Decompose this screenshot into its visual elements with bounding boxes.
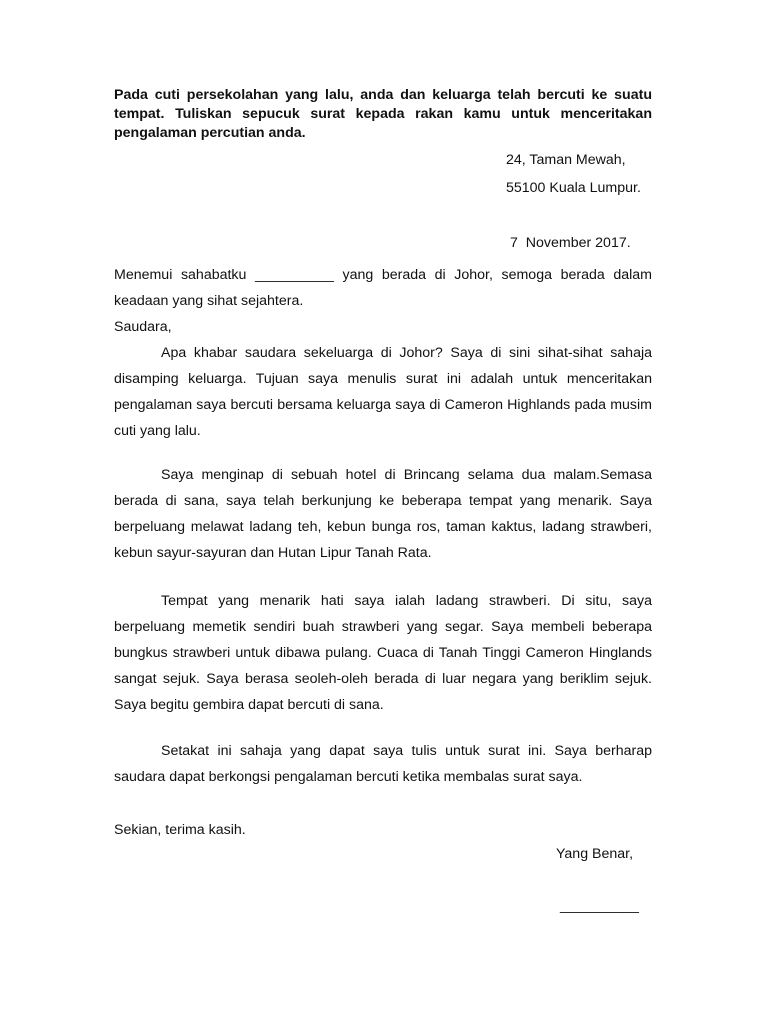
salutation: Saudara, bbox=[114, 319, 172, 335]
address-line-1: 24, Taman Mewah, bbox=[506, 152, 626, 168]
paragraph-3: Tempat yang menarik hati saya ialah ladang strawberi. Di situ, saya berpeluang memetik sendiri buah strawberi yang segar. Saya membeli beberapa bungkus strawberi untuk dibawa pulang. Cuaca di Tanah Tinggi Cameron Hinglands sangat sejuk. Saya berasa seoleh-oleh berada di luar negara yang beriklim sejuk. Saya begitu gembira dapat bercuti di sana. bbox=[114, 593, 652, 713]
letter-date: 7 November 2017. bbox=[510, 235, 631, 251]
paragraph-4: Setakat ini sahaja yang dapat saya tulis untuk surat ini. Saya berharap saudara dapat berkongsi pengalaman bercuti ketika membalas surat saya. bbox=[114, 743, 652, 785]
paragraph-2: Saya menginap di sebuah hotel di Brincang selama dua malam.Semasa berada di sana, saya telah berkunjung ke beberapa tempat yang menarik. Saya berpeluang melawat ladang teh, kebun bunga ros, taman kaktus, ladang strawberi, kebun sayur-sayuran dan Hutan Lipur Tanah Rata. bbox=[114, 467, 652, 561]
question-prompt: Pada cuti persekolahan yang lalu, anda dan keluarga telah bercuti ke suatu tempat. Tuliskan sepucuk surat kepada rakan kamu untuk menceritakan pengalaman percutian anda. bbox=[114, 87, 652, 141]
greeting: Menemui sahabatku __________ yang berada di Johor, semoga berada dalam keadaan yang sihat sejahtera. bbox=[114, 267, 652, 309]
signoff: Yang Benar, bbox=[556, 846, 634, 862]
closing: Sekian, terima kasih. bbox=[114, 822, 246, 838]
signature-line: __________ bbox=[560, 898, 639, 914]
paragraph-1: Apa khabar saudara sekeluarga di Johor? Saya di sini sihat-sihat sahaja disamping keluarga. Tujuan saya menulis surat ini adalah untuk menceritakan pengalaman saya bercuti bersama keluarga saya di Cameron Highlands pada musim cuti yang lalu. bbox=[114, 345, 652, 439]
address-line-2: 55100 Kuala Lumpur. bbox=[506, 180, 641, 196]
